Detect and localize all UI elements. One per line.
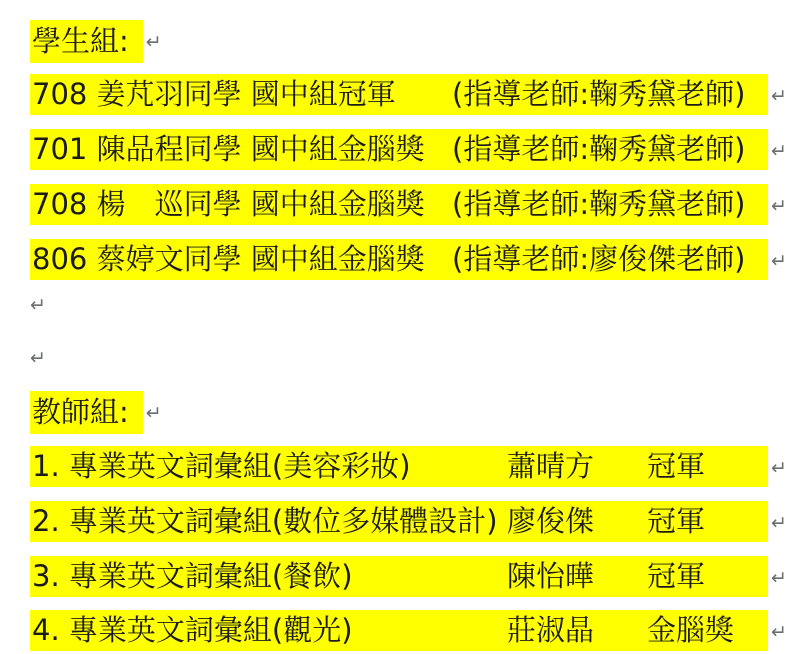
empty-paragraph-line [30,349,46,368]
teacher-name: 廖俊傑 [507,504,595,538]
paragraph-mark-icon: ↵ [145,402,162,424]
student-id-name: 806 蔡婷文同學 國中組金腦獎 [32,242,425,276]
paragraph-mark-icon: ↵ [145,31,162,53]
advisor: (指導老師:鞠秀黛老師) [452,187,746,221]
teacher-name: 蕭晴方 [507,449,595,483]
student-row [30,74,787,115]
paragraph-mark-icon: ↵ [30,294,46,316]
student-id-name: 701 陳品程同學 國中組金腦獎 [32,132,425,166]
paragraph-mark-icon: ↵ [30,347,46,369]
paragraph-mark-icon: ↵ [771,250,787,272]
empty-paragraph-line [30,296,46,315]
paragraph-mark-icon: ↵ [771,512,787,534]
teacher-section-heading-line [30,391,162,434]
contest-category: 3. 專業英文詞彙組(餐飲) [32,559,353,593]
paragraph-mark-icon: ↵ [771,140,787,162]
paragraph-mark-icon: ↵ [771,85,787,107]
student-id-name: 708 姜芃羽同學 國中組冠軍 [32,77,396,111]
teacher-name: 陳怡曄 [507,559,595,593]
student-section-heading-line [30,20,162,63]
advisor: (指導老師:廖俊傑老師) [452,242,746,276]
teacher-row [30,501,787,542]
award: 冠軍 [647,504,706,538]
contest-category: 4. 專業英文詞彙組(觀光) [32,613,353,647]
award: 冠軍 [647,559,706,593]
paragraph-mark-icon: ↵ [771,457,787,479]
teacher-name: 莊淑晶 [507,613,595,647]
student-row [30,184,787,225]
advisor: (指導老師:鞠秀黛老師) [452,77,746,111]
award: 冠軍 [647,449,706,483]
contest-category: 1. 專業英文詞彙組(美容彩妝) [32,449,411,483]
student-row [30,239,787,280]
student-section-heading: 學生組: [30,20,143,63]
teacher-row [30,446,787,487]
paragraph-mark-icon: ↵ [771,195,787,217]
advisor: (指導老師:鞠秀黛老師) [452,132,746,166]
teacher-row [30,556,787,597]
teacher-section-heading: 教師組: [30,391,143,434]
award: 金腦獎 [647,613,735,647]
paragraph-mark-icon: ↵ [771,567,787,589]
student-id-name: 708 楊 巡同學 國中組金腦獎 [32,187,425,221]
teacher-row [30,610,787,651]
paragraph-mark-icon: ↵ [771,621,787,643]
student-row [30,129,787,170]
contest-category: 2. 專業英文詞彙組(數位多媒體設計) [32,504,498,538]
